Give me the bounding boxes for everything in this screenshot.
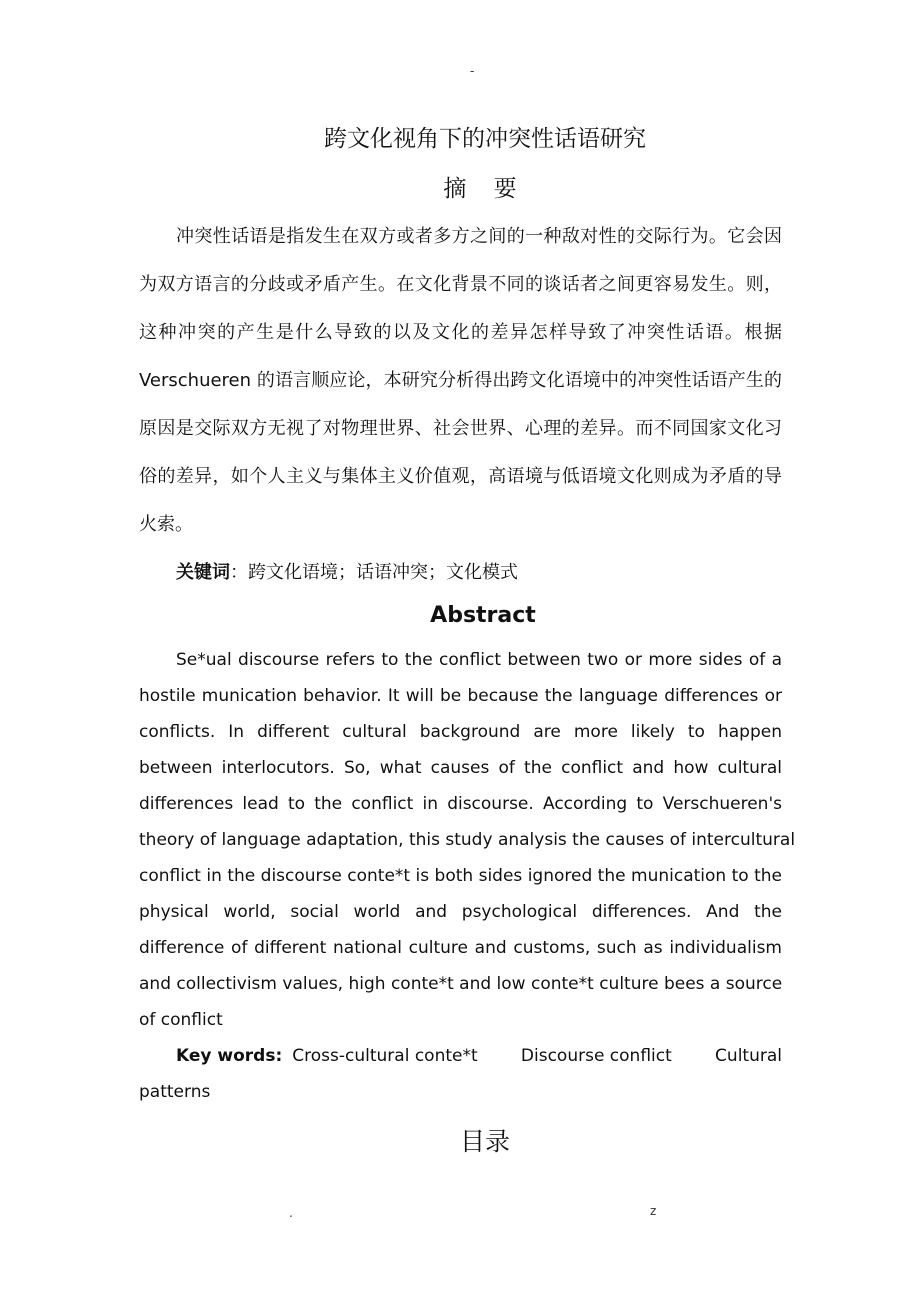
keywords-en-wrap: patterns bbox=[139, 1082, 211, 1102]
abstract-en-line: conflicts. In different cultural background are more likely to happen bbox=[139, 722, 782, 742]
abstract-cn-line: 为双方语言的分歧或矛盾产生。在文化背景不同的谈话者之间更容易发生。则， bbox=[139, 274, 782, 295]
keyword-item: Discourse conflict bbox=[520, 1046, 672, 1066]
keyword-item: Cultural bbox=[715, 1046, 782, 1066]
header-mark: - bbox=[470, 64, 475, 78]
footer-left-mark: . bbox=[289, 1206, 293, 1220]
abstract-en-line: conflict in the discourse conte*t is both sides ignored the munication to the bbox=[139, 866, 782, 886]
abstract-en-line: hostile munication behavior. It will be because the language differences or bbox=[139, 686, 782, 706]
abstract-en-line: difference of different national culture and customs, such as individualism bbox=[139, 938, 782, 958]
abstract-cn-line: 这种冲突的产生是什么导致的以及文化的差异怎样导致了冲突性话语。根据 bbox=[139, 322, 782, 343]
abstract-en-line: and collectivism values, high conte*t and low conte*t culture bees a source bbox=[139, 974, 783, 994]
abstract-en-line: physical world, social world and psychological differences. And the bbox=[139, 902, 782, 922]
abstract-en-line: between interlocutors. So, what causes of the conflict and how cultural bbox=[139, 758, 782, 778]
abstract-cn-line: 火索。 bbox=[139, 514, 193, 535]
abstract-en-line: Se*ual discourse refers to the conflict between two or more sides of a bbox=[176, 650, 782, 670]
toc-heading: 目录 bbox=[459, 1127, 510, 1156]
abstract-cn-line: 冲突性话语是指发生在双方或者多方之间的一种敌对性的交际行为。它会因 bbox=[176, 226, 782, 247]
keywords-cn-value: ：跨文化语境；话语冲突；文化模式 bbox=[230, 562, 518, 583]
keywords-en-label: Key words: bbox=[176, 1046, 283, 1066]
keyword-item: Cross-cultural conte*t bbox=[292, 1046, 478, 1066]
abstract-en-line: of conflict bbox=[139, 1010, 223, 1030]
abstract-cn-line: 原因是交际双方无视了对物理世界、社会世界、心理的差异。而不同国家文化习 bbox=[139, 418, 782, 439]
keywords-en bbox=[176, 1046, 782, 1066]
abstract-en-heading: Abstract bbox=[430, 603, 536, 628]
keywords-en-first bbox=[176, 1046, 478, 1066]
keywords-cn bbox=[176, 558, 518, 584]
abstract-cn-heading: 摘 要 bbox=[443, 176, 527, 202]
abstract-cn-line: Verschueren 的语言顺应论，本研究分析得出跨文化语境中的冲突性话语产生的 bbox=[139, 370, 782, 391]
paper-title: 跨文化视角下的冲突性话语研究 bbox=[324, 126, 646, 152]
keywords-cn-label: 关键词 bbox=[176, 562, 230, 583]
footer-right-mark: z bbox=[650, 1204, 657, 1218]
abstract-cn-line: 俗的差异，如个人主义与集体主义价值观，高语境与低语境文化则成为矛盾的导 bbox=[139, 466, 782, 487]
abstract-en-line: theory of language adaptation, this study analysis the causes of intercultural bbox=[139, 830, 796, 850]
abstract-en-line: differences lead to the conflict in discourse. According to Verschueren's bbox=[139, 794, 782, 814]
